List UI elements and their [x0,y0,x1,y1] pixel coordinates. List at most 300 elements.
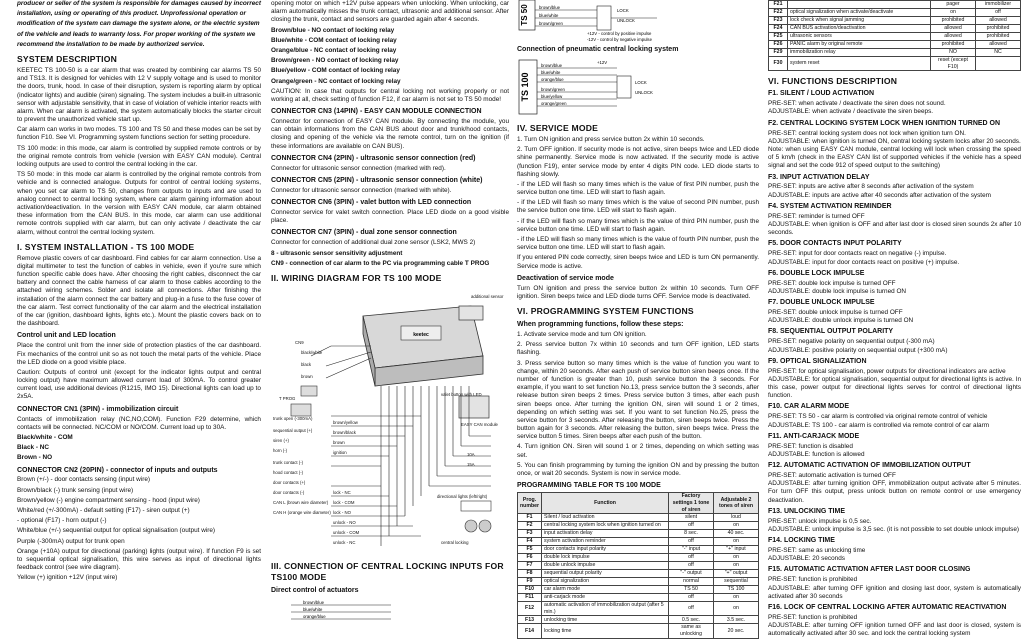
table-row [518,554,759,562]
function-number: F25 [769,33,788,41]
table-header: Prog. number [518,493,542,514]
paragraph: TS 100 mode: in this mode, car alarm is controlled by supplied remote controls or by the original remote controls from vehicle (version with EASY CAN module). Central locking outputs are used to control the central locking in the car. [17,144,261,168]
function-detail: ADJUSTABLE: for optical signalisation, sequential output for directional lights is active. In this case, power output for directional lights serves for control of directional lights function. [768,375,1021,400]
paragraph: 2. Press service button 7x within 10 seconds and turn OFF ignition, LED starts flashing. [517,341,759,357]
setting-value: off [669,522,714,530]
function-detail: PRE-SET: central locking system does not lock when ignition turn ON. [768,129,966,137]
setting-value: 40 sec. [714,530,759,538]
function-heading: F3. INPUT ACTIVATION DELAY [768,173,870,181]
function-number: F2 [518,522,542,530]
table-row [518,514,759,522]
function-number: F3 [518,530,542,538]
function-name: anti-carjack mode [542,594,669,602]
diagram-label: lock - COM [333,499,355,505]
diagram-label: CAN H (orange wire diameter) [273,509,331,515]
function-detail: ADJUSTABLE: after turning ignition OFF, immobilization output activate after 5 minutes. For turn OFF this output, press unlock button on remote control or use emergency deactivation. [768,480,1021,504]
diagram-label: brown [333,439,345,445]
paragraph: 5. You can finish programming by turning the ignition ON and by pressing the button once, or wait 20 seconds. System is now in service mode. [517,461,759,478]
setting-value: silent [669,514,714,522]
setting-value: on [714,522,759,530]
function-heading: F14. LOCKING TIME [768,537,835,545]
wire-item: Brown/yellow (-) engine compartment sensing - hood (input wire) [17,496,200,504]
function-number: F23 [769,17,788,25]
function-detail: ADJUSTABLE: input for door contacts react on positive (+) impulse. [768,258,960,266]
function-detail: ADJUSTABLE: double unlock impulse is turned ON [768,317,914,325]
diagram-label: sequential output (+) [273,427,313,433]
diagram-label: ignition [333,449,347,455]
function-number: F14 [518,624,542,638]
paragraph: Turn ON ignition and press the service button 2x within 10 seconds. Turn OFF ignition. Siren beeps twice and LED diode turns OFF. Service mode is deactivated. [517,284,759,300]
paragraph: 1. Activate service mode and turn ON ignition. [517,331,647,339]
diagram-label: unlock - NC [333,539,356,545]
subheading: Direct control of actuators [271,586,359,594]
function-detail: ADJUSTABLE: when ignition is OFF and after last door is closed siren sounds 2x after 10 seconds. [768,221,1021,237]
function-heading: F1. SILENT / LOUD ACTIVATION [768,90,875,98]
function-detail: ADJUSTABLE: double lock impulse is turned ON [768,287,907,295]
subheading: CONNECTOR CN3 (14PIN) - EASY CAN MODULE CONNECTION [271,108,482,116]
table-row [518,578,759,586]
function-number: F9 [518,578,542,586]
function-number: F4 [518,538,542,546]
diagram-label: door contacts (+) [273,479,306,485]
wire-item: Black/white - COM [17,433,73,441]
function-number: F26 [769,41,788,49]
setting-value: prohibited [976,25,1021,33]
function-name: sequential output polarity [542,570,669,578]
diagram-label: brown/blue [303,599,325,605]
function-detail: PRE-SET: automatic activation is turned OFF [768,472,896,479]
paragraph: If you entered PIN code correctly, siren beeps twice and LED is turn ON permanently. Service mode is active. [517,254,759,270]
setting-value: on [714,594,759,602]
wire-item: Black - NC [17,444,49,452]
section-heading: SYSTEM DESCRIPTION [17,53,118,64]
wire-item: Yellow (+) ignition +12V (input wire) [17,574,118,582]
wire-item: Orange (+10A) output for directional (parking) lights (output wire). If function F9 is set to sequential optical signalisation, this wire serves as input of directional lights feedback control (see wire diagram). [17,547,261,572]
setting-value: on [714,602,759,616]
diagram-label: +12V - control by positive impulse [587,31,652,36]
diagram-label: brown/blue [539,5,561,10]
table-row [769,17,1021,25]
function-number: F12 [518,602,542,616]
table-row [518,570,759,578]
function-name: system reset [788,57,931,71]
function-name: system activation reminder [542,538,669,546]
setting-value: sequential [714,578,759,586]
setting-value: off [669,602,714,616]
warning-line: installation, using or operating of this product. Unprofessional operation or [17,10,247,18]
function-number: F30 [769,57,788,71]
diagram-label: lock - NC [333,489,351,495]
diagram-label: LOCK [617,8,629,13]
diagram-label: 15A [467,461,475,467]
table-header-row [518,493,759,514]
section-heading: III. CONNECTION OF CENTRAL LOCKING INPUTS FOR TS100 MODE [271,560,504,582]
diagram-label: siren (+) [273,437,289,443]
table-row [518,522,759,530]
diagram-label: horn (-) [273,447,288,453]
setting-value: allowed [976,41,1021,49]
diagram-label: T PROG [279,395,296,401]
function-name: optical signalization [542,578,669,586]
function-detail: PRE-SET: function is prohibited [768,613,858,621]
diagram-label: brown/green [541,86,565,92]
function-name: locking time [542,624,669,638]
setting-value: NO [931,49,976,57]
central-locking-diagram [271,597,509,627]
diagram-label: brown/yellow [333,419,358,425]
function-name: CAN BUS activation/deactivation [788,25,931,33]
setting-value: on [714,554,759,562]
function-number: F21 [769,1,788,9]
pneumatic-diagram [517,0,759,42]
function-detail: ADJUSTABLE: TS 100 - car alarm is controlled via remote control of car alarm [768,421,990,429]
setting-value: on [714,538,759,546]
paragraph: 8 - ultrasonic sensor sensitivity adjustment [271,249,403,257]
setting-value: 3.5 sec. [714,616,759,624]
diagram-label: hood contact (-) [273,469,304,475]
wire-item: - optional (F17) - horn output (-) [17,517,107,525]
wire-item: Purple (-300mA) output for trunk open [17,537,125,545]
diagram-label: CN9 [295,339,304,345]
setting-value: off [669,594,714,602]
function-detail: Note: when using EASY CAN module, central locking will lock when crossing the speed of 5 km/h (check in the EASY CAN list of supported vehicles if the vehicle has a speed signal and set the code 912 of speed output to the switching) [768,145,1021,170]
function-detail: ADJUSTABLE: function is allowed [768,450,865,458]
function-number: F5 [518,546,542,554]
table-row [769,49,1021,57]
subheading: PROGRAMMING TABLE FOR TS 100 MODE [517,482,661,490]
function-heading: F9. OPTICAL SIGNALIZATION [768,357,867,365]
function-number: F8 [518,570,542,578]
function-heading: F15. AUTOMATIC ACTIVATION AFTER LAST DOOR CLOSING [768,566,971,574]
wire-item: Brown/green - NO contact of locking relay [271,57,399,65]
diagram-label: trunk open (-300mA) [273,415,313,421]
diagram-label: orange/green [541,100,567,106]
paragraph: Connector service for valet switch connection. Place LED diode on a good visible place. [271,209,509,225]
function-detail: ADJUSTABLE: unlock impulse is 3,5 sec. (it is not possible to set double unlock impulse) [768,525,1020,533]
column-2 [268,0,512,619]
subheading: CONNECTOR CN2 (20PIN) - connector of inputs and outputs [17,466,218,474]
function-heading: F12. AUTOMATIC ACTIVATION OF IMMOBILIZATION OUTPUT [768,462,971,470]
function-detail: PRE-SET: for optical signalisation, power outputs for directional indicators are active [768,367,1006,375]
function-detail: PRE-SET: inputs are active after 8 seconds after activation of the system [768,183,974,191]
table-row [518,586,759,594]
paragraph: Remove plastic covers of car dashboard. Find cables for car alarm connection. Use a digital multimeter to test the function of cables in vehicle, even if you're sure which function specific cable does have. After choosing the right cables, disconnect the car battery and connect the cable harness of car alarm to those cables according to the attached wiring schemes. Solder and isolate all connections. After finishing the installation of the alarm connect the car battery and plug-in a fuse to the fuse cover of the car alarm. Test correct functionality of the car alarm and the electrical installation of the car (ignition, dashboard lights, lights etc.). Mount the plastic covers back on to the dashboard. [17,254,261,328]
diagram-label: blue/yellow [541,93,563,99]
function-name: central locking system lock when ignition turned on [542,522,669,530]
section-heading: II. WIRING DIAGRAM FOR TS 100 MODE [271,272,442,283]
diagram-label: valet button with LED [441,391,482,397]
table-row [518,538,759,546]
diagram-label: unlock - NO [333,519,356,525]
function-number: F13 [518,616,542,624]
setting-value: pager [931,1,976,9]
function-detail: PRE-SET: function is disabled [768,442,853,450]
setting-value: normal [669,578,714,586]
diagram-label: blue/white [303,606,323,612]
function-name: Silent / loud activation [542,514,669,522]
setting-value: on [931,9,976,17]
paragraph: - if the LED will flash so many times which is the value of fourth PIN number, push the service button one time. LED will start to flash again. [517,236,759,252]
warning-line: producer or seller of the system is responsible for damages caused by incorrect [17,0,261,7]
function-name: double lock impulse [542,554,669,562]
function-list [768,90,1021,638]
function-number: F22 [769,9,788,17]
setting-value: loud [714,514,759,522]
setting-value [976,57,1021,71]
diagram-label: brown/green [539,21,563,26]
diagram-label: unlock - COM [333,529,360,535]
paragraph: TS 50 mode: in this mode car alarm is controlled by the original remote controls from vehicle and is connected analogue. Outputs for control of central locking systems, when you set car alarm to TS 50, changes from outputs to inputs and are used to analog connect to central locking system, where car alarm gaining information about activation/deactivation. In the version with EASY CAN module, car alarm obtained these information from the CAN BUS. In this mode, car alarm can use additional remote controls supplied with car alarm, but can only activate / deactivate the car alarm, without control the central locking system. [17,171,261,236]
function-heading: F8. SEQUENTIAL OUTPUT POLARITY [768,328,894,336]
function-heading: F11. ANTI-CARJACK MODE [768,432,860,440]
setting-value: prohibited [931,41,976,49]
diagram-label: 10A [467,451,475,457]
subheading: Connection of pneumatic central locking system [517,46,679,53]
table-row [769,25,1021,33]
table-row [518,616,759,624]
function-detail: PRE-SET: when activate / deactivate the siren does not sound. [768,100,946,108]
function-heading: F7. DOUBLE UNLOCK IMPULSE [768,299,875,307]
function-detail: PRE-SET: negative polarity on sequential output (-300 mA) [768,338,935,346]
subheading: CONNECTOR CN6 (3PIN) - valet button with LED connection [271,199,472,207]
diagram-label: brown [301,373,313,379]
section-heading: IV. SERVICE MODE [517,122,599,133]
setting-value: NC [976,49,1021,57]
subheading: When programming functions, follow these steps: [517,321,684,329]
paragraph: Connector for connection of additional dual zone sensor (LSK2, MWS 2) [271,239,476,247]
function-name: unlocking time [542,616,669,624]
diagram-label: CAN L (brown wire diameter) [273,499,329,505]
function-number: F1 [518,514,542,522]
wiring-diagram-svg [271,286,509,556]
table-header: Adjustable 2 tones of siren [714,493,759,514]
diagram-label: +12V [597,59,608,65]
diagram-label: UNLOCK [635,89,653,95]
table-row [769,41,1021,49]
setting-value: 20 sec. [714,624,759,638]
caution-paragraph: CAUTION: In case that outputs for central locking not working properly or not working at all, check setting of function F12, if car alarm is not set to TS 50 mode! [271,87,509,103]
table-row [518,594,759,602]
function-detail: ADJUSTABLE: after turning OFF ignition and closing last door, system is automatically activated after 30 seconds [768,584,1021,600]
setting-value: allowed [976,17,1021,25]
function-detail: ADJUSTABLE: positive polarity on sequential output (+300 mA) [768,346,948,354]
wire-item: Brown (+/-) - door contacts sensing (input wire) [17,476,151,484]
paragraph: Connector for connection of EASY CAN module. By connecting the module, you can obtain informations from the CAN BUS about door and trunk/hood contacts, closing and opening of the vehicle via the remote control, turn on the ignition (if these informations are available on CAN BUS). [271,118,509,150]
diagram-label: UNLOCK [617,18,635,23]
table-header: Function [542,493,669,514]
column-1 [14,0,264,600]
function-heading: F10. CAR ALARM MODE [768,403,850,411]
table-row [518,546,759,554]
function-detail: PRE-SET: TS 50 - car alarm is controlled via original remote control of vehicle [768,413,988,421]
function-detail: PRE-SET: reminder is turned OFF [768,212,865,220]
wire-item: Brown/blue - NO contact of locking relay [271,26,395,34]
warning-line: of the vehicle and leads to warranty loss. For proper working of the system we [17,30,256,38]
function-name: door contacts input polarity [542,546,669,554]
setting-value: reset (except F10) [931,57,976,71]
setting-value: "+" output [714,570,759,578]
setting-value: off [669,562,714,570]
paragraph: 1. Turn ON ignition and press service button 2x within 10 seconds. [517,135,705,143]
wiring-diagram [271,286,509,556]
setting-value: "-" output [669,570,714,578]
caution-paragraph: Caution: Outputs of control unit (except for the indicator lights output and central locking output) have maximum allowed current load of 300mA. To control greater current load, use additional devices (R1215, IMO 15). Directional lights can load up to 2x5A. [17,368,261,401]
setting-value: "+" input [714,546,759,554]
setting-value: allowed [931,33,976,41]
function-name: ultrasonic sensors [788,33,931,41]
setting-value: "-" input [669,546,714,554]
setting-value: off [669,554,714,562]
table-header: Factory settings 1 tone of siren [669,493,714,514]
function-detail: PRE-SET: same as unlocking time [768,547,866,555]
paragraph: 2. Turn OFF ignition. If security mode is not active, siren beeps twice and LED diode shine permanently. Service mode is now activated. If the security mode is active (function F19), enter service mode by enter 4 digits PIN code. LED diode starts to flashing slowly. [517,146,759,178]
diagram-label: TS 50 [520,4,529,26]
subheading: CONNECTOR CN7 (3PIN) - dual zone sensor connection [271,229,457,237]
programming-table-continued [768,0,1021,71]
programming-table [517,492,759,639]
paragraph: 4. Turn ignition ON. Siren will sound 1 or 2 times, depending on which setting was set. [517,443,759,459]
column-3 [514,0,762,638]
paragraph: Contacts of immobilization relay (NC,NO,COM). Function F29 determine, which contacts will be connected. NC/COM or NO/COM. Current load up to 30A. [17,415,261,431]
setting-value: prohibited [976,33,1021,41]
wire-item: Orange/blue - NC contact of locking relay [271,46,397,54]
table-row [769,33,1021,41]
function-detail: ADJUSTABLE: inputs are active after 40 seconds after activation of the system [768,191,991,199]
function-name [788,1,931,9]
setting-value: off [976,9,1021,17]
setting-value: TS 50 [669,586,714,594]
table-row [769,1,1021,9]
table-body [518,514,759,639]
function-name: lock check when signal jamming [788,17,931,25]
wire-item: Orange/green - NC contact of locking relay [271,77,401,85]
function-heading: F5. DOOR CONTACTS INPUT POLARITY [768,240,902,248]
table-row [769,57,1021,71]
diagram-label: EASY CAN module [461,421,498,427]
function-detail: PRE-SET: input for door contacts react on negative (-) impulse. [768,250,947,258]
lock-diagram [517,56,759,118]
function-name: input activation delay [542,530,669,538]
diagram-label: orange/blue [303,613,326,619]
warning-line: modification of the system can damage the system alone, or the electric system [17,20,260,28]
setting-value: same as unlocking [669,624,714,638]
paragraph: - if the LED will flash so many times which is the value of second PIN number, push the service button one time. LED will start to flash again. [517,199,759,215]
diagram-label: black/white [301,349,323,355]
table-row [769,9,1021,17]
paragraph: KEETEC TS 100-50 is a car alarm that was created by combining car alarms TS 50 and TS13. It is designed for vehicles with 12 V supply voltage and is used to monitor the doors, trunk, hood. In case of their disruption, system is reporting alarm by optical (indicator lights) and audible (siren) signaling. The system includes a built-in ultrasonic sensor with adjustable sensitivity, that in case of violation of vehicle interior reacts with alarm. When car alarm is activated, the system automatically blocks the starter circuit to prevent the unauthorized vehicle start up. [17,66,261,124]
subheading: CONNECTOR CN1 (3PIN) - immobilization circuit [17,405,179,413]
diagram-label: blue/white [539,13,559,18]
paragraph: - if the LED will flash so many times which is the value of first PIN number, push the service button one time. LED will start to flash again. [517,180,759,197]
table-row [518,530,759,538]
table-row [518,624,759,638]
diagram-label: directional lights (left/right) [437,493,488,499]
paragraph: Place the control unit from the inner side of protection plastics of the car dashboard. Fix mechanics of the control unit so as not touch the metal parts of the vehicle. Place the LED diode on a good visible place. [17,342,261,366]
setting-value: prohibited [931,17,976,25]
diagram-label: black [301,361,312,367]
diagram-label: additional sensor [471,293,504,299]
warning-line: recommend the installation to be made by authorized service. [17,40,205,48]
paragraph: Connector for ultrasonic sensor connection (marked with white). [271,186,452,194]
table-row [518,562,759,570]
paragraph: - if the LED will flash so many times which is the value of third PIN number, push the service button one time. LED will start to flash again. [517,217,759,233]
function-detail: ADJUSTABLE: 20 seconds [768,555,845,563]
function-detail: ADJUSTABLE: after turning OFF ignition turned OFF and last door is closed, system is automatically activated after 30 sec. and lock the central locking system [768,622,1021,638]
diagram-label: brown/blue [541,62,563,68]
function-name: PANIC alarm by original remote [788,41,931,49]
diagram-label: blue/white [541,69,561,75]
subheading: Deactivation of service mode [517,274,614,282]
subheading: CONNECTOR CN5 (2PIN) - ultrasonic sensor connection (white) [271,176,483,184]
function-heading: F2. CENTRAL LOCKING SYSTEM LOCK WHEN IGNITION TURNED ON [768,119,1001,127]
function-heading: F4. SYSTEM ACTIVATION REMINDER [768,202,892,210]
function-number: F29 [769,49,788,57]
diagram-label: central locking [441,539,469,545]
diagram-label: orange/blue [541,76,564,82]
function-number: F10 [518,586,542,594]
wire-item: Brown/black (-) trunk sensing (input wire) [17,486,134,494]
diagram-label: door contacts (-) [273,489,305,495]
function-name: double unlock impulse [542,562,669,570]
wire-item: White/red (+/-300mA) - default setting (F17) - siren output (+) [17,507,190,515]
function-number: F11 [518,594,542,602]
function-name: car alarm mode [542,586,669,594]
setting-value: 8 sec. [669,530,714,538]
function-detail: PRE-SET: double unlock impulse is turned OFF [768,308,903,316]
function-name: immobilization relay [788,49,931,57]
diagram-label: lock - NO [333,509,351,515]
diagram-label: brown/black [333,429,356,435]
function-number: F7 [518,562,542,570]
function-name: optical signalization when activate/deactivate [788,9,931,17]
function-name: automatic activation of immobilization output (after 5 min.) [542,602,669,616]
table-row [518,602,759,616]
function-heading: F6. DOUBLE LOCK IMPULSE [768,269,865,277]
setting-value: immobilizer [976,1,1021,9]
table-body [769,1,1021,71]
diagram-label: TS 100 [520,72,530,102]
function-heading: F16. LOCK OF CENTRAL LOCKING AFTER AUTOMATIC REACTIVATION [768,603,1007,611]
function-detail: PRE-SET: unlock impulse is 0,5 sec. [768,517,872,525]
paragraph: opening motor on which +12V pulse appears when unlocking. When unlocking, car alarm automatically misses the trunk contact, ultrasonic and additional sensor. After closing the trunk, contact and sensors are guarded again after 4 seconds. [271,0,509,24]
paragraph: Car alarm can works in two modes. TS 100 and TS 50 and these modes can be set by function F10. See VI. Programming system functions section for setting procedure. [17,126,261,142]
section-heading: VI. PROGRAMMING SYSTEM FUNCTIONS [517,306,694,317]
section-heading: I. SYSTEM INSTALLATION - TS 100 MODE [17,241,195,252]
wire-item: Brown - NO [17,454,53,462]
function-heading: F13. UNLOCKING TIME [768,507,846,515]
function-detail: PRE-SET: double lock impulse is turned OFF [768,279,896,287]
section-heading: VI. FUNCTIONS DESCRIPTION [768,76,898,87]
column-4 [765,0,1024,638]
setting-value: off [669,538,714,546]
setting-value: TS 100 [714,586,759,594]
warning-block [17,0,261,49]
function-number: F24 [769,25,788,33]
subheading: CONNECTOR CN4 (2PIN) - ultrasonic sensor connection (red) [271,154,476,162]
svg-text:keetec: keetec [413,331,429,338]
function-number: F6 [518,554,542,562]
diagram-label: -12V - control by negative impulse [587,37,652,42]
paragraph: Connector for ultrasonic sensor connection (marked with red). [271,164,446,172]
wire-item: Blue/yellow - COM contact of locking relay [271,67,400,75]
function-detail: ADJUSTABLE: when ignition is turned ON, central locking system locks after 20 seconds. [768,137,1021,145]
subheading: Control unit and LED location [17,332,116,340]
paragraph: CN9 - connection of car alarm to the PC via programming cable T PROG [271,259,490,267]
function-detail: ADJUSTABLE: when activate / deactivate the siren beeps. [768,108,934,116]
setting-value: allowed [931,25,976,33]
setting-value: 0.5 sec. [669,616,714,624]
wire-item: Blue/white - COM contact of locking relay [271,36,397,44]
